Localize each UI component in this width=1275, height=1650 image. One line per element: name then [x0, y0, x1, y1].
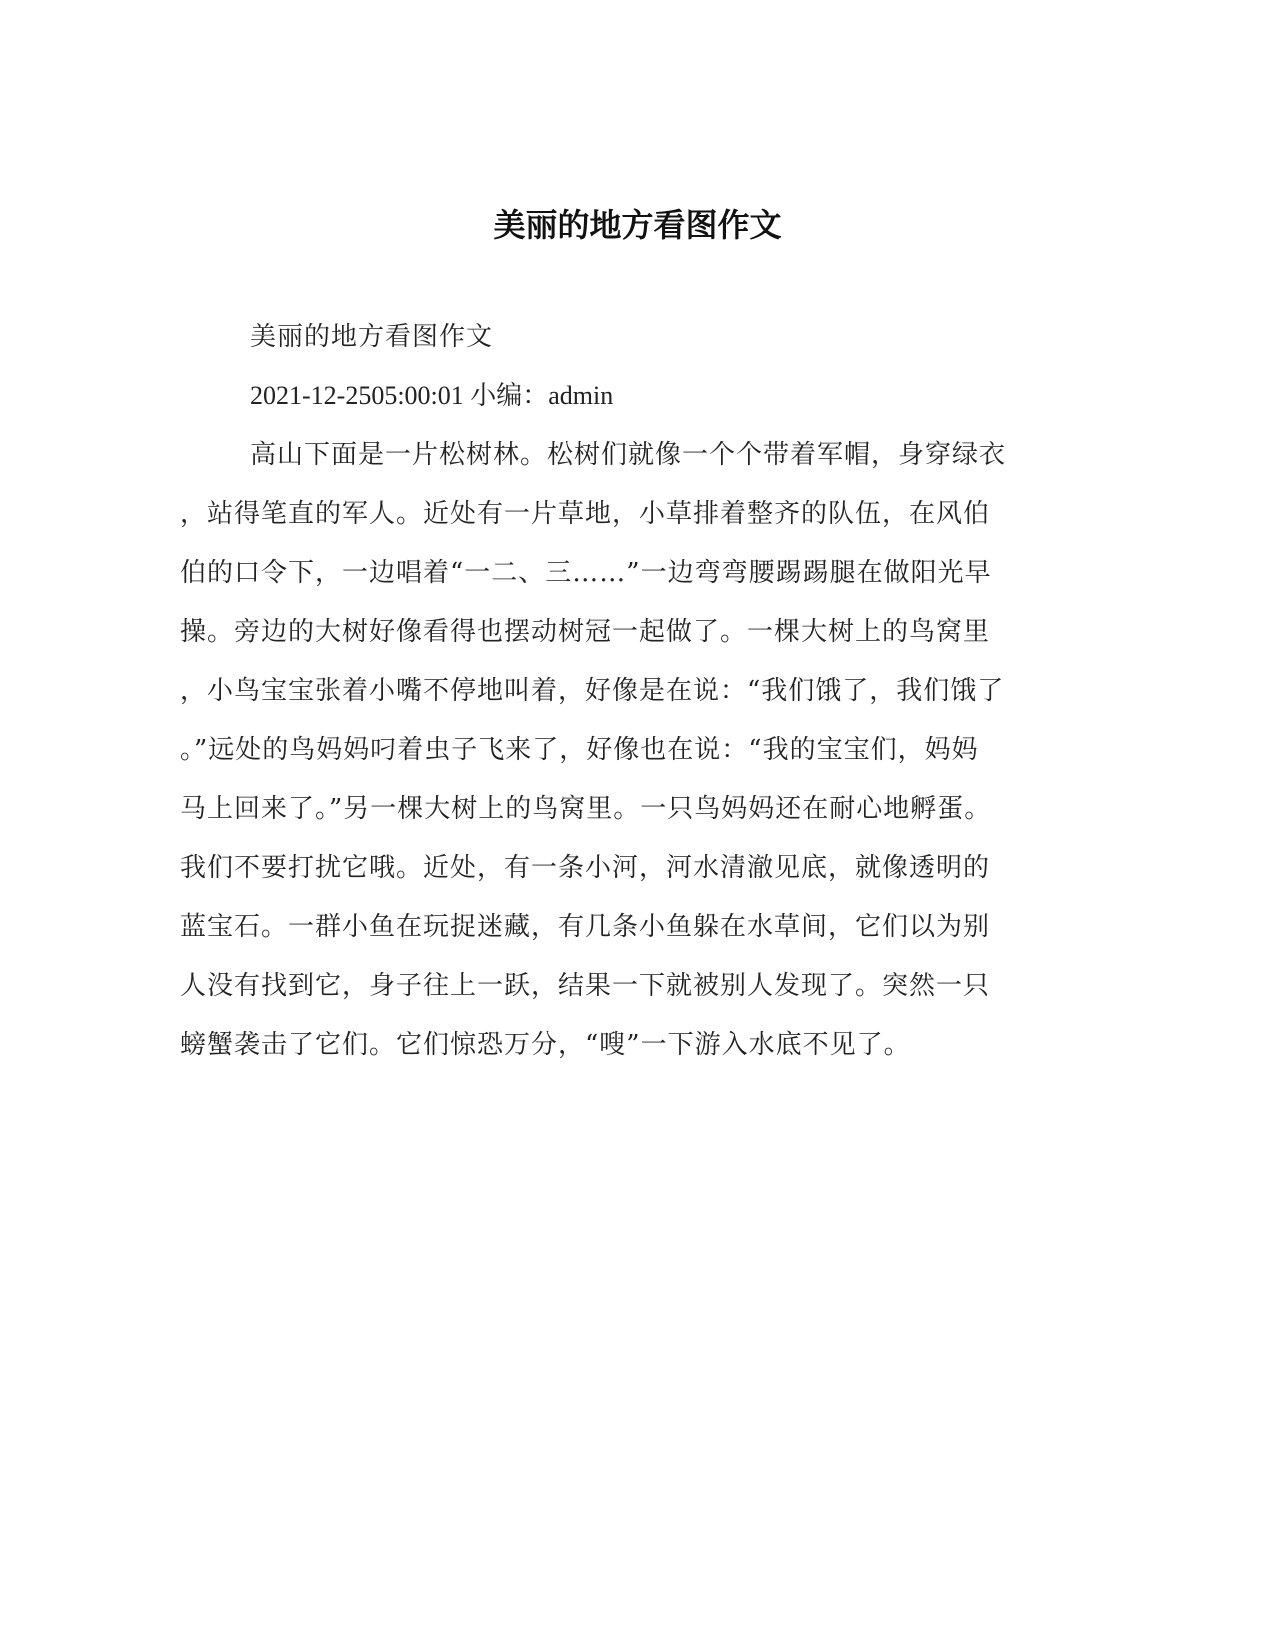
body-line: 伯的口令下，一边唱着“一二、三……”一边弯弯腰踢踢腿在做阳光早	[180, 558, 992, 588]
document-title: 美丽的地方看图作文	[493, 206, 782, 244]
body-line: 蓝宝石。一群小鱼在玩捉迷藏，有几条小鱼躲在水草间，它们以为别	[180, 912, 991, 942]
body-line: 我们不要打扰它哦。近处，有一条小河，河水清澈见底，就像透明的	[180, 853, 991, 883]
body-line: ，站得笔直的军人。近处有一片草地，小草排着整齐的队伍，在风伯	[180, 499, 991, 529]
document-meta: 2021-12-2505:00:01 小编：admin	[250, 381, 614, 410]
body-line: 螃蟹袭击了它们。它们惊恐万分，“嗖”一下游入水底不见了。	[180, 1030, 911, 1060]
body-line: 操。旁边的大树好像看得也摆动树冠一起做了。一棵大树上的鸟窝里	[180, 617, 991, 647]
body-line: ，小鸟宝宝张着小嘴不停地叫着，好像是在说：“我们饿了，我们饿了	[180, 676, 1005, 706]
body-line: 马上回来了。”另一棵大树上的鸟窝里。一只鸟妈妈还在耐心地孵蛋。	[180, 794, 992, 824]
body-line: 人没有找到它，身子往上一跃，结果一下就被别人发现了。突然一只	[180, 971, 991, 1001]
body-line: 。”远处的鸟妈妈叼着虫子飞来了，好像也在说：“我的宝宝们，妈妈	[180, 735, 979, 765]
body-line: 高山下面是一片松树林。松树们就像一个个带着军帽，身穿绿衣	[250, 440, 1007, 470]
document-subtitle: 美丽的地方看图作文	[250, 322, 494, 352]
